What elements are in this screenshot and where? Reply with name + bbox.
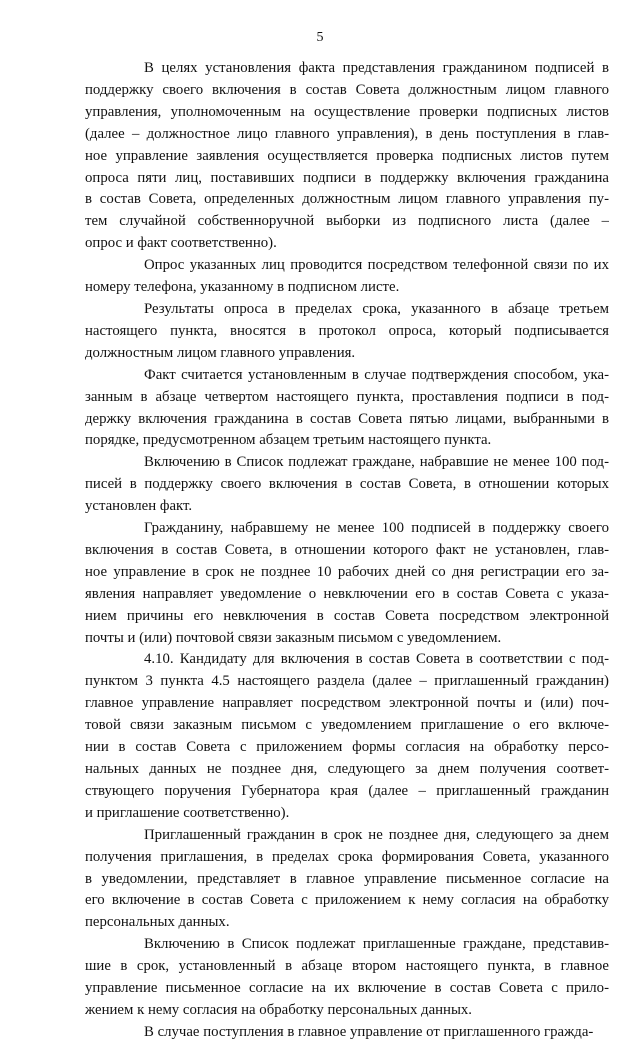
paragraph-line: Включению в Список подлежат граждане, набравшие не менее 100 под-	[144, 454, 609, 471]
paragraph	[85, 58, 609, 255]
paragraph-line: управление письменное согласие на их включение в состав Совета с прило-	[85, 980, 609, 997]
paragraph-line: ствующего поручения Губернатора края (далее – приглашенный гражданин	[85, 782, 609, 799]
paragraph-line: в уведомлении, представляет в главное управление письменное согласие на	[85, 870, 609, 887]
paragraph	[85, 825, 609, 935]
paragraph-line: держку включения гражданина в состав Совета пятью лицами, выбранными в	[85, 410, 609, 427]
paragraph-line: занным в абзаце четвертом настоящего пункта, проставления подписи в под-	[85, 388, 609, 405]
paragraph-line: номеру телефона, указанному в подписном листе.	[85, 279, 400, 296]
paragraph-line: Приглашенный гражданин в срок не позднее дня, следующего за днем	[144, 826, 609, 843]
paragraph-line: Результаты опроса в пределах срока, указанного в абзаце третьем	[144, 300, 609, 317]
paragraph-line: (далее – должностное лицо главного управления), в день поступления в глав-	[85, 125, 609, 142]
paragraph-line: и приглашение соответственно).	[85, 804, 290, 821]
paragraph-line: Факт считается установленным в случае подтверждения способом, ука-	[144, 366, 609, 383]
paragraph-line: нием причины его невключения в состав Совета посредством электронной	[85, 607, 609, 624]
paragraph-line: главное управление направляет посредством электронной почты и (или) поч-	[85, 695, 609, 712]
paragraph	[85, 452, 609, 518]
paragraph-line: получения приглашения, в пределах срока формирования Совета, указанного	[85, 848, 609, 865]
paragraph-line: в состав Совета, определенных должностным лицом главного управления пу-	[85, 191, 609, 208]
paragraph-line: товой связи заказным письмом с уведомлением приглашение о его включе-	[85, 717, 609, 734]
paragraph-line: ное управление в срок не позднее 10 рабочих дней со дня регистрации его за-	[85, 563, 609, 580]
paragraph-line: нальных данных не позднее дня, следующего за днем получения соответ-	[85, 761, 609, 777]
paragraph-line: ное управление заявления осуществляется проверка подписных листов путем	[85, 147, 609, 164]
paragraph-line: Опрос указанных лиц проводится посредством телефонной связи по их	[144, 257, 609, 274]
paragraph-line: его включение в состав Совета с приложением к нему согласия на обработку	[85, 892, 609, 909]
paragraph-line: опроса пяти лиц, поставивших подписи в поддержку включения гражданина	[85, 169, 609, 186]
paragraph-line: порядке, предусмотренном абзацем третьим настоящего пункта.	[85, 432, 492, 449]
paragraph-line: шие в срок, установленный в абзаце втором настоящего пункта, в главное	[85, 958, 609, 975]
paragraph-line: явления направляет уведомление о невключении его в состав Совета с указа-	[85, 585, 609, 602]
paragraph-line: должностным лицом главного управления.	[85, 344, 356, 361]
paragraph-line: жением к нему согласия на обработку персональных данных.	[85, 1001, 473, 1018]
paragraph-line: поддержку своего включения в состав Совета должностным лицом главного	[85, 81, 609, 98]
paragraph-line: почты и (или) почтовой связи заказным письмом с уведомлением.	[85, 629, 502, 646]
paragraph	[85, 255, 609, 299]
paragraph-line: пунктом 3 пункта 4.5 настоящего раздела (далее – приглашенный гражданин)	[85, 673, 609, 690]
paragraph-line: тем случайной собственноручной выборки из подписного листа (далее –	[85, 213, 609, 230]
paragraph-line: писей в поддержку своего включения в состав Совета, в отношении которых	[85, 476, 609, 493]
paragraph-line: опрос и факт соответственно).	[85, 235, 277, 252]
paragraph	[85, 934, 609, 1022]
page-number: 5	[316, 30, 324, 45]
paragraph	[85, 1022, 609, 1044]
paragraph-line: установлен факт.	[85, 498, 193, 515]
paragraph-line: настоящего пункта, вносятся в протокол опроса, который подписывается	[85, 322, 609, 339]
paragraph	[85, 299, 609, 365]
paragraph	[85, 518, 609, 649]
paragraph-line: Включению в Список подлежат приглашенные граждане, представив-	[144, 936, 609, 953]
paragraph	[85, 649, 609, 824]
document-body	[85, 58, 609, 1044]
paragraph-line: 4.10. Кандидату для включения в состав Совета в соответствии с под-	[144, 651, 609, 668]
paragraph-line: включения в состав Совета, в отношении которого факт не установлен, глав-	[85, 541, 609, 558]
paragraph-line: В целях установления факта представления гражданином подписей в	[144, 60, 609, 76]
paragraph-line: персональных данных.	[85, 914, 230, 931]
paragraph-line: нии в состав Совета с приложением формы согласия на обработку персо-	[85, 739, 609, 756]
paragraph-line: Гражданину, набравшему не менее 100 подписей в поддержку своего	[144, 520, 609, 537]
paragraph-line: управления, уполномоченным на осуществление проверки подписных листов	[85, 103, 609, 120]
paragraph	[85, 365, 609, 453]
paragraph-line: В случае поступления в главное управление от приглашенного гражда-	[144, 1023, 594, 1040]
